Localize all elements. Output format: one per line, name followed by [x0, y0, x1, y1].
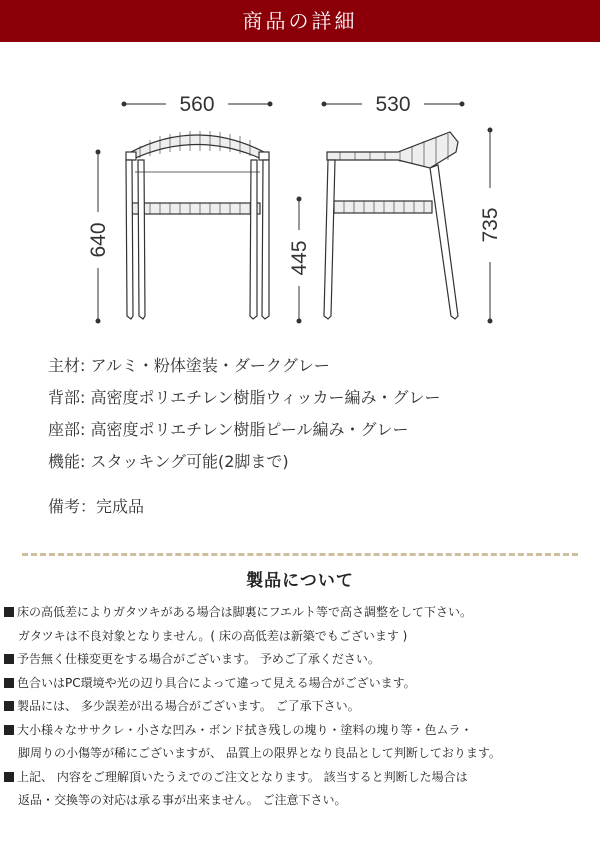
- square-bullet-icon: [4, 607, 14, 617]
- square-bullet-icon: [4, 772, 14, 782]
- total-height-label: 735: [479, 207, 502, 243]
- list-item: 大小様々なササクレ・小さな凹み・ボンド拭き残しの塊り・塗料の塊り等・色ムラ・: [4, 719, 598, 743]
- spec-seat: 座部: 高密度ポリエチレン樹脂ピール編み・グレー: [48, 420, 409, 439]
- list-item: 色合いはPC環境や光の辺り具合によって違って見える場合がございます。: [4, 672, 598, 696]
- depth-label: 530: [375, 93, 411, 116]
- seat-height-label: 445: [288, 240, 311, 276]
- page-header: [0, 0, 600, 42]
- page-title: 商品の詳細: [242, 9, 358, 33]
- square-bullet-icon: [4, 701, 14, 711]
- chair-side-view: [324, 132, 458, 319]
- list-item: 上記、 内容をご理解頂いたうえでのご注文となります。 該当すると判断した場合は: [4, 766, 598, 790]
- list-item: 予告無く仕様変更をする場合がございます。 予めご了承ください。: [4, 648, 598, 672]
- chair-dimension-drawing: [0, 42, 600, 342]
- list-item-continuation: 返品・交換等の対応は承る事が出来ません。 ご注意下さい。: [18, 793, 347, 807]
- list-item: 床の高低差によりガタツキがある場合は脚裏にフエルト等で高さ調整をして下さい。: [4, 601, 598, 625]
- square-bullet-icon: [4, 725, 14, 735]
- square-bullet-icon: [4, 678, 14, 688]
- height-front-label: 640: [87, 222, 110, 258]
- notes-title: 製品について: [246, 571, 354, 591]
- spec-section: [48, 350, 588, 522]
- spec-back: 背部: 高密度ポリエチレン樹脂ウィッカー編み・グレー: [48, 388, 441, 407]
- list-item-continuation: 脚周りの小傷等が稀にございますが、 品質上の限界となり良品として判断しております。: [18, 746, 501, 760]
- square-bullet-icon: [4, 654, 14, 664]
- list-item-continuation: ガタツキは不良対象となりません。( 床の高低差は新築でもございます ): [18, 628, 408, 643]
- width-label: 560: [179, 93, 215, 116]
- notes-list: [4, 601, 598, 813]
- spec-function: 機能: スタッキング可能(2脚まで): [48, 452, 289, 471]
- list-item: 製品には、 多少誤差が出る場合がございます。 ご了承下さい。: [4, 695, 598, 719]
- spec-remark: 備考：完成品: [48, 497, 145, 516]
- chair-front-view: [126, 131, 269, 319]
- section-divider: [22, 553, 578, 556]
- spec-main-material: 主材: アルミ・粉体塗装・ダークグレー: [48, 356, 330, 375]
